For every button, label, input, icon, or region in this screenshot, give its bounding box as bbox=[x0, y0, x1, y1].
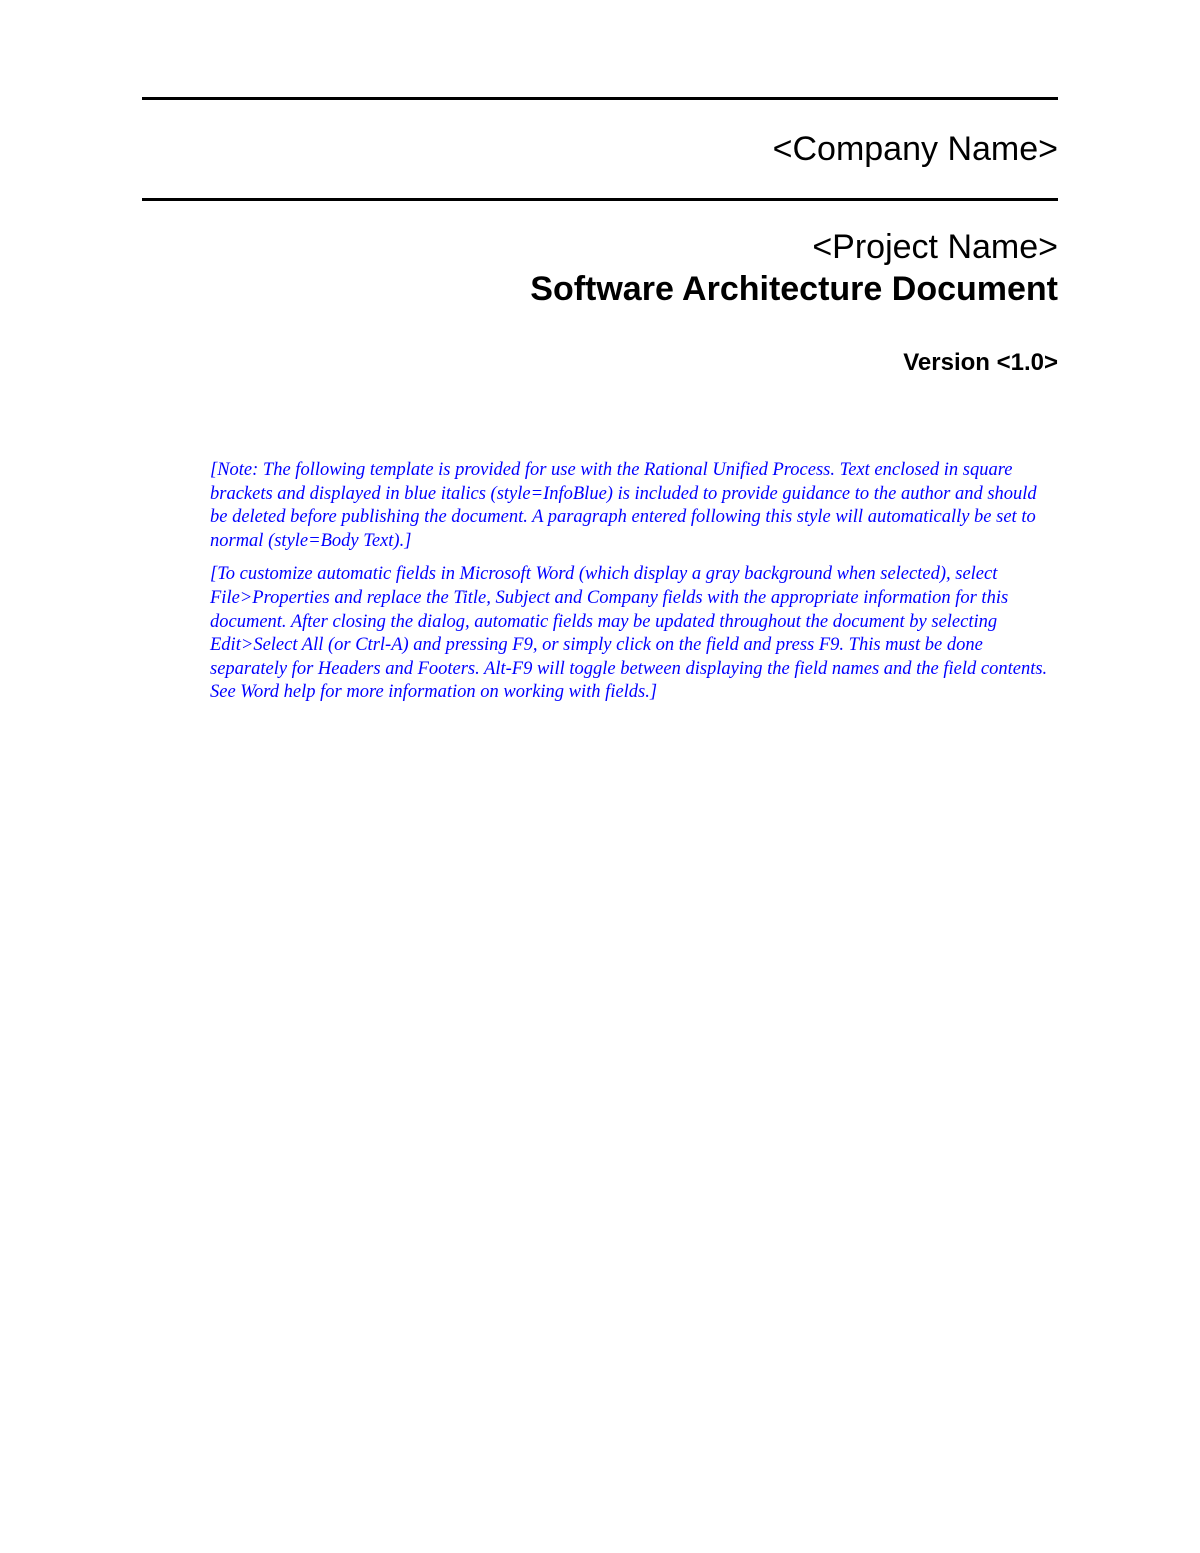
top-rule bbox=[142, 97, 1058, 100]
document-title: Software Architecture Document bbox=[530, 270, 1058, 308]
project-name: <Project Name> bbox=[812, 228, 1058, 266]
fields-note: [To customize automatic fields in Microsoft Word (which display a gray background when selected), select File>Properties and replace the Title, Subject and Company fields with the appropriate information for this document. After closing the dialog, automatic fields may be updated throughout the document by selecting Edit>Select All (or Ctrl-A) and pressing F9, or simply click on the field and press F9. This must be done separately for Headers and Footers. Alt-F9 will toggle between displaying the field names and the field contents. See Word help for more information on working with fields.] bbox=[210, 564, 1048, 703]
document-version: Version <1.0> bbox=[903, 349, 1058, 376]
title-block bbox=[142, 226, 1058, 310]
company-name: <Company Name> bbox=[772, 130, 1058, 168]
title-rule bbox=[142, 198, 1058, 201]
template-note: [Note: The following template is provided for use with the Rational Unified Process. Text enclosed in square brackets and displayed in blue italics (style=InfoBlue) is included to provide guidance to the author and should be deleted before publishing the document. A paragraph entered following this style will automatically be set to normal (style=Body Text).] bbox=[210, 460, 1037, 551]
guidance-notes bbox=[210, 459, 1058, 715]
